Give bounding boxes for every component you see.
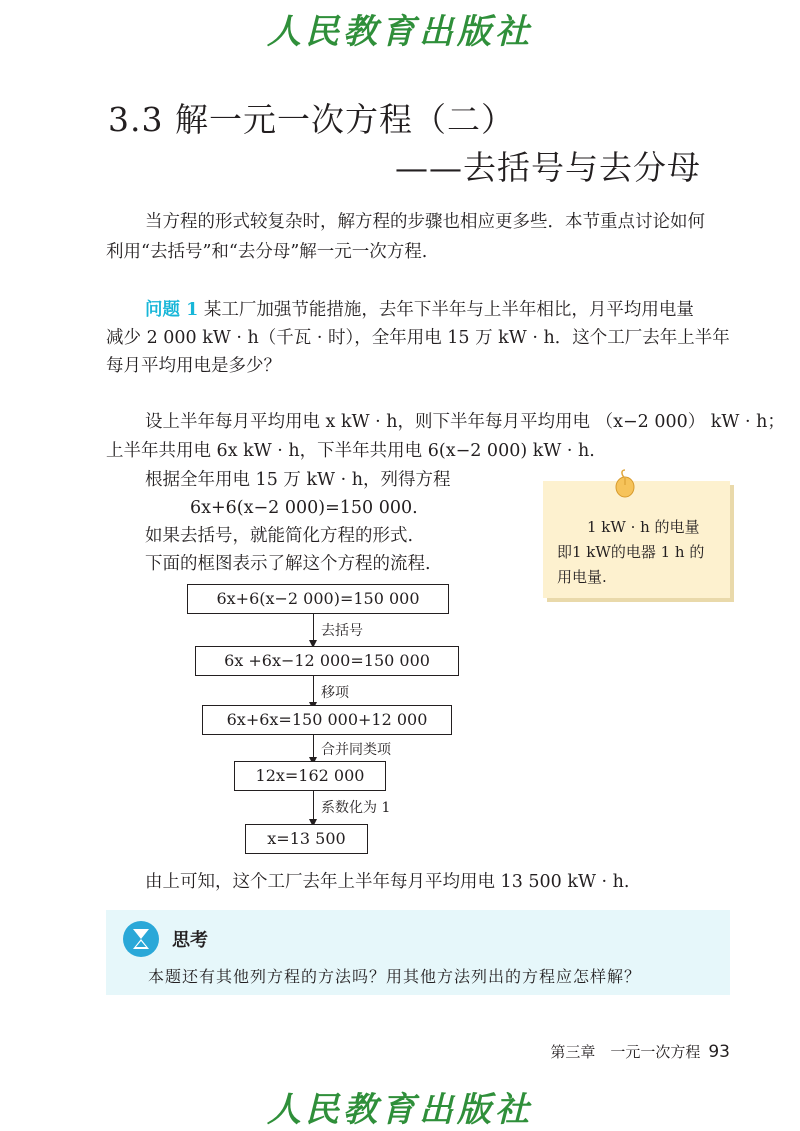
side-note-line-1: 1 kW · h 的电量 bbox=[587, 518, 700, 536]
flow-box-2: 6x +6x−12 000=150 000 bbox=[195, 646, 459, 676]
flow-box-4: 12x=162 000 bbox=[234, 761, 386, 791]
think-text: 本题还有其他列方程的方法吗？用其他方法列出的方程应怎样解？ bbox=[148, 967, 642, 986]
side-note bbox=[543, 481, 730, 598]
section-title: 3.3 解一元一次方程（二） bbox=[108, 100, 515, 139]
solution-line-3: 根据全年用电 15 万 kW · h，列得方程 bbox=[145, 470, 451, 490]
think-title: 思考 bbox=[172, 930, 208, 951]
side-note-line-2: 即1 kW的电器 1 h 的 bbox=[557, 543, 705, 561]
solution-line-2: 上半年共用电 6x kW · h，下半年共用电 6(x−2 000) kW · h. bbox=[106, 441, 595, 461]
publisher-watermark-top: 人民教育出版社 bbox=[267, 12, 533, 52]
flow-step-1: 去括号 bbox=[321, 623, 363, 639]
intro-line-1: 当方程的形式较复杂时，解方程的步骤也相应更多些．本节重点讨论如何 bbox=[145, 212, 705, 232]
problem-line-2: 减少 2 000 kW · h（千瓦 · 时），全年用电 15 万 kW · h．这个工厂去年上半年 bbox=[106, 328, 730, 348]
solution-line-4: 如果去括号，就能简化方程的形式. bbox=[145, 526, 414, 546]
footer-chapter: 第三章 一元一次方程 bbox=[550, 1043, 701, 1061]
problem-label: 问题 1 bbox=[145, 300, 199, 320]
solution-line-1: 设上半年每月平均用电 x kW · h，则下半年每月平均用电 （x−2 000） kW · h； bbox=[145, 412, 785, 432]
solution-equation: 6x+6(x−2 000)=150 000. bbox=[190, 498, 418, 518]
problem-line-1 bbox=[145, 296, 694, 324]
think-box bbox=[106, 910, 730, 995]
side-note-text bbox=[557, 515, 727, 590]
problem-line-3: 每月平均用电是多少？ bbox=[106, 356, 281, 376]
intro-line-2: 利用“去括号”和“去分母”解一元一次方程. bbox=[106, 242, 428, 262]
conclusion: 由上可知，这个工厂去年上半年每月平均用电 13 500 kW · h. bbox=[145, 872, 630, 892]
mouse-icon bbox=[612, 468, 638, 498]
flow-box-3: 6x+6x=150 000+12 000 bbox=[202, 705, 452, 735]
flow-step-2: 移项 bbox=[321, 685, 349, 701]
flow-step-3: 合并同类项 bbox=[321, 742, 391, 758]
page-footer bbox=[550, 1041, 730, 1062]
page-number: 93 bbox=[708, 1042, 730, 1062]
flow-box-1: 6x+6(x−2 000)=150 000 bbox=[187, 584, 449, 614]
flow-box-5: x=13 500 bbox=[245, 824, 368, 854]
hourglass-icon bbox=[122, 920, 160, 958]
solution-line-5: 下面的框图表示了解这个方程的流程. bbox=[145, 554, 431, 574]
section-subtitle: ——去括号与去分母 bbox=[395, 148, 701, 187]
flow-step-4: 系数化为 1 bbox=[321, 800, 391, 816]
publisher-watermark-bottom: 人民教育出版社 bbox=[267, 1090, 533, 1130]
problem-text-1: 某工厂加强节能措施，去年下半年与上半年相比，月平均用电量 bbox=[198, 300, 694, 320]
side-note-line-3: 用电量. bbox=[557, 568, 607, 586]
